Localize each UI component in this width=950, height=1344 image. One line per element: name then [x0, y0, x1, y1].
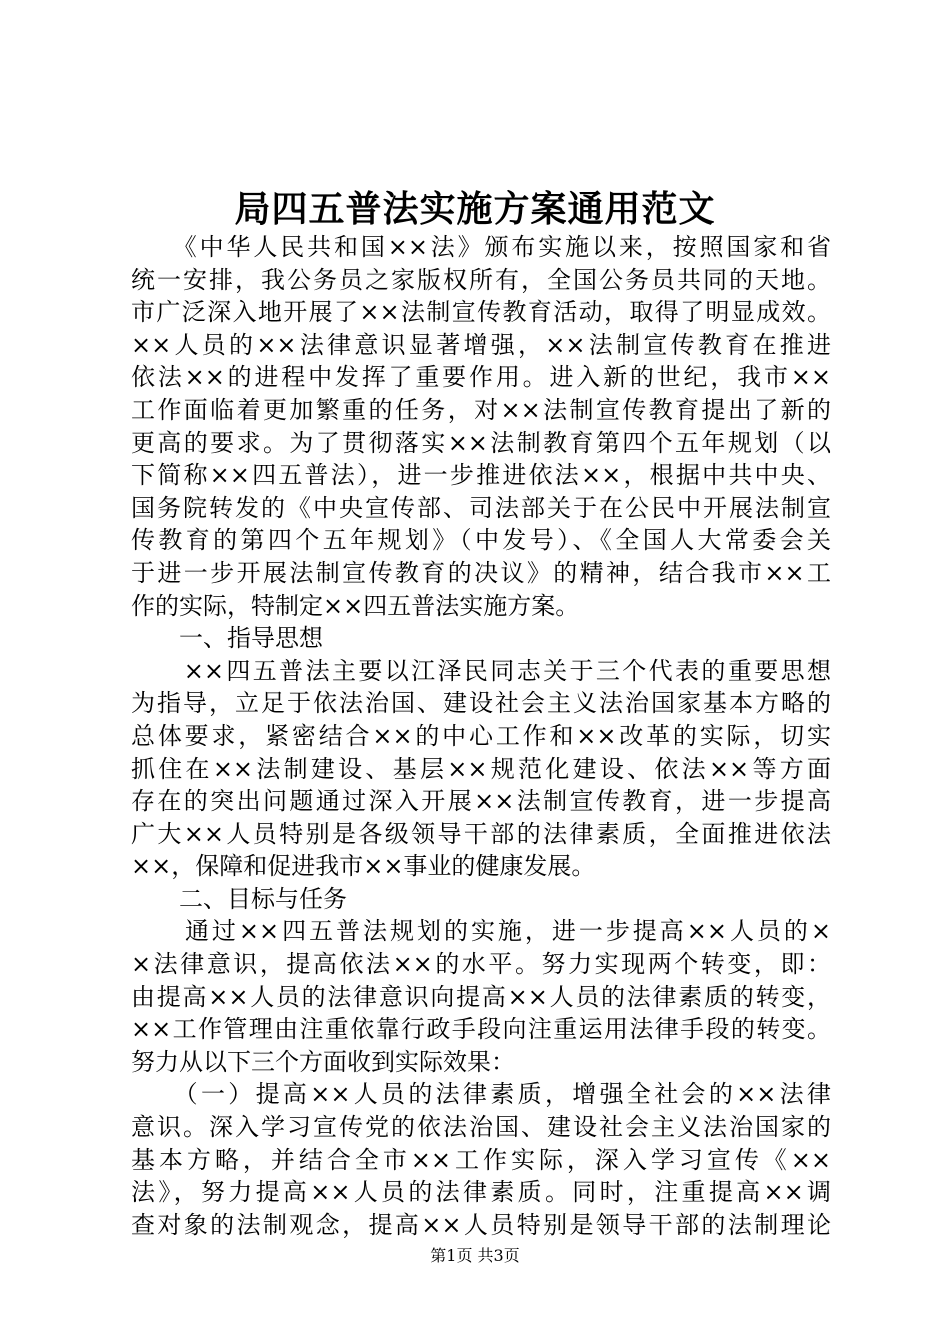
text-line: 总体要求，紧密结合××的中心工作和××改革的实际，切实 [131, 721, 831, 750]
text-line: 于进一步开展法制宣传教育的决议》的精神，结合我市××工 [131, 558, 831, 587]
text-line: 下简称××四五普法），进一步推进依法××，根据中共中央、 [131, 461, 831, 490]
text-line: 查对象的法制观念，提高××人员特别是领导干部的法制理论 [131, 1210, 831, 1239]
text-line: 为指导，立足于依法治国、建设社会主义法治国家基本方略的 [131, 689, 831, 718]
text-line: ××，保障和促进我市××事业的健康发展。 [131, 852, 596, 881]
text-line: 统一安排，我公务员之家版权所有，全国公务员共同的天地。 [131, 265, 831, 294]
text-line: 通过××四五普法规划的实施，进一步提高××人员的× [131, 917, 831, 946]
text-line: 意识。深入学习宣传党的依法治国、建设社会主义法治国家的 [131, 1113, 831, 1142]
text-line: 二、目标与任务 [131, 884, 347, 913]
text-line: 法》，努力提高××人员的法律素质。同时，注重提高××调 [131, 1178, 831, 1207]
text-line: 努力从以下三个方面收到实际效果： [131, 1047, 515, 1076]
text-line: ××工作管理由注重依靠行政手段向注重运用法律手段的转变。 [131, 1015, 831, 1044]
text-line: 由提高××人员的法律意识向提高××人员的法律素质的转变， [131, 982, 831, 1011]
text-line: 一、指导思想 [131, 624, 323, 653]
document-body [131, 231, 831, 1241]
text-line: 《中华人民共和国××法》颁布实施以来，按照国家和省 [131, 233, 831, 261]
text-line: 抓住在××法制建设、基层××规范化建设、依法××等方面 [131, 754, 831, 783]
text-line: 工作面临着更加繁重的任务，对××法制宣传教育提出了新的 [131, 395, 831, 424]
text-line: 更高的要求。为了贯彻落实××法制教育第四个五年规划（以 [131, 428, 831, 457]
text-line: 作的实际，特制定××四五普法实施方案。 [131, 591, 580, 620]
text-line: 存在的突出问题通过深入开展××法制宣传教育，进一步提高 [131, 787, 831, 816]
text-line: 依法××的进程中发挥了重要作用。进入新的世纪，我市×× [131, 363, 831, 392]
document-title: 局四五普法实施方案通用范文 [234, 188, 716, 230]
text-line: 国务院转发的《中央宣传部、司法部关于在公民中开展法制宣 [131, 493, 831, 522]
text-line: （一）提高××人员的法律素质，增强全社会的××法律 [131, 1080, 831, 1109]
text-line: ××人员的××法律意识显著增强，××法制宣传教育在推进 [131, 330, 831, 359]
text-line: 传教育的第四个五年规划》（中发号）、《全国人大常委会关 [131, 526, 831, 555]
text-line: 广大××人员特别是各级领导干部的法律素质，全面推进依法 [131, 819, 831, 848]
text-line: 市广泛深入地开展了××法制宣传教育活动，取得了明显成效。 [131, 298, 831, 327]
text-line: 基本方略，并结合全市××工作实际，深入学习宣传《×× [131, 1145, 831, 1174]
text-line: ×法律意识，提高依法××的水平。努力实现两个转变，即： [131, 950, 831, 979]
text-line: ××四五普法主要以江泽民同志关于三个代表的重要思想 [131, 656, 831, 685]
page-footer: 第1页 共3页 [430, 1246, 520, 1265]
